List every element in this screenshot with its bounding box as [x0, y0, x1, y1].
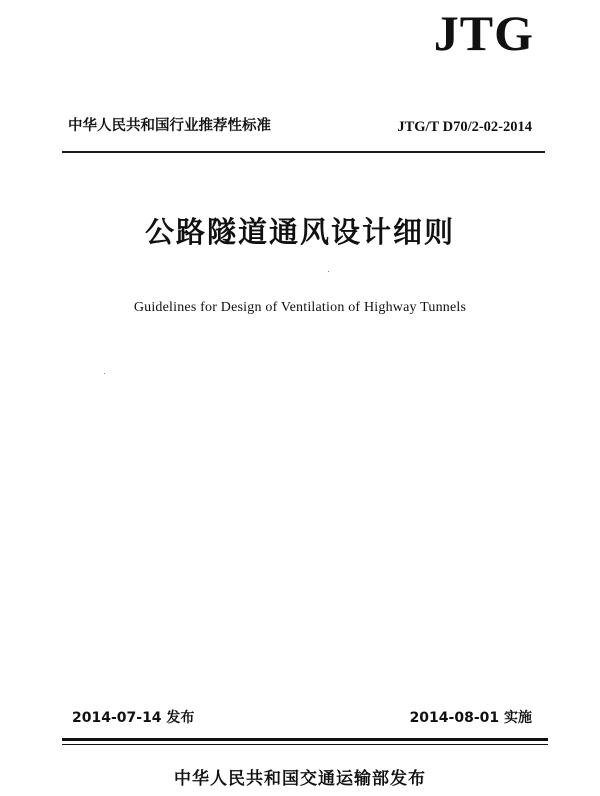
title-english: Guidelines for Design of Ventilation of Highway Tunnels — [133, 300, 467, 315]
scan-speck — [328, 271, 329, 272]
issue-date: 2014-07-14 发布 — [72, 710, 195, 726]
title-chinese: 公路隧道通风设计细则 — [144, 215, 455, 249]
scan-speck — [104, 373, 105, 374]
standard-category: 中华人民共和国行业推荐性标准 — [68, 118, 271, 134]
header-divider — [62, 151, 545, 153]
footer-divider-thick — [62, 738, 548, 741]
effective-date: 2014-08-01 实施 — [409, 710, 532, 726]
standard-code: JTG/T D70/2-02-2014 — [397, 119, 532, 135]
jtg-logo: JTG — [433, 5, 534, 61]
publisher: 中华人民共和国交通运输部发布 — [174, 769, 426, 789]
footer-divider-thin — [62, 744, 548, 745]
